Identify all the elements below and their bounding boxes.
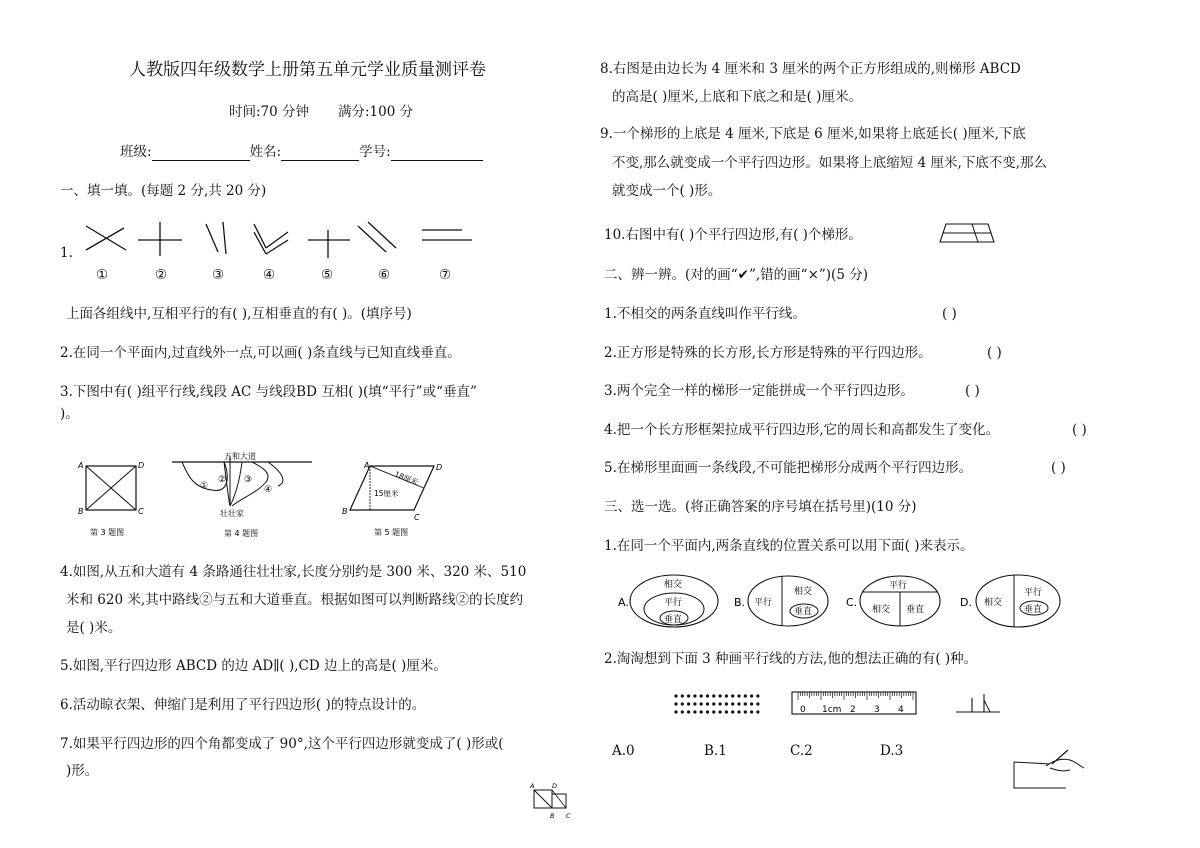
fig4-route-2: ②	[218, 475, 227, 485]
judge-3-answer[interactable]: ( )	[965, 383, 980, 399]
opt-d-right-top: 平行	[1024, 588, 1043, 598]
opt-d-left: 相交	[984, 598, 1003, 608]
ruler-label-3: 3	[874, 705, 880, 715]
name-label: 姓名:	[249, 144, 282, 160]
triangle-method	[954, 690, 1004, 718]
opt-c-left: 相交	[872, 605, 891, 615]
exam-time: 时间:70 分钟	[229, 104, 310, 120]
section3-heading: 三、选一选。(将正确答案的序号填在括号里)(10 分)	[604, 499, 917, 515]
q4-text-line1: 4.如图,从五和大道有 4 条路通往壮壮家,长度分别约是 300 米、320 米、510	[60, 564, 527, 580]
fig5-caption: 第 5 题图	[374, 528, 409, 537]
opt-d-right-bottom: 垂直	[1024, 605, 1043, 615]
page-title: 人教版四年级数学上册第五单元学业质量测评卷	[129, 60, 486, 80]
q4-text-line3: 是( )米。	[66, 620, 122, 636]
figure-10	[938, 220, 998, 248]
opt-b-right-top: 相交	[794, 587, 813, 597]
figure-5	[336, 456, 456, 541]
fig8-label-c: C	[566, 812, 571, 820]
fig3-caption: 第 3 题图	[90, 528, 125, 537]
class-label: 班级:	[120, 144, 152, 160]
mark-2: ②	[155, 267, 168, 283]
fig4-road-label: 五和大道	[224, 452, 256, 461]
fig3-label-a: A	[78, 461, 84, 470]
fig4-route-1: ①	[200, 481, 209, 491]
opt-a-inner: 垂直	[664, 615, 683, 625]
q8-text-line2: 的高是( )厘米,上底和下底之和是( )厘米。	[612, 89, 862, 105]
fig5-label-a: A	[364, 461, 370, 470]
fig3-label-d: D	[138, 461, 145, 470]
hand-drawing-icon	[1010, 744, 1090, 792]
q3-text-line2: )。	[60, 406, 79, 422]
opt-b-right-bottom: 垂直	[794, 607, 813, 617]
ruler-label-1cm: 1cm	[822, 705, 842, 715]
dot-grid-method	[672, 690, 764, 720]
fig5-length-18: 18厘米	[393, 469, 420, 488]
figure-8	[526, 780, 582, 828]
ruler-label-2: 2	[850, 705, 856, 715]
q4-text-line2: 米和 620 米,其中路线②与五和大道垂直。根据如图可以判断路线②的长度约	[66, 592, 524, 608]
judge-1-text: 1.不相交的两条直线叫作平行线。	[604, 306, 806, 322]
choice-q2-text: 2.淘淘想到下面 3 种画平行线的方法,他的想法正确的有( )种。	[604, 651, 978, 667]
judge-5-answer[interactable]: ( )	[1051, 460, 1066, 476]
mark-5: ⑤	[321, 267, 334, 283]
ruler-method	[790, 690, 920, 720]
fig4-route-3: ③	[244, 475, 253, 485]
exam-score: 满分:100 分	[338, 104, 414, 120]
section2-heading: 二、辨一辨。(对的画“✔”,错的画“×”)(5 分)	[604, 267, 868, 283]
opt-c-top: 平行	[889, 581, 908, 591]
mark-4: ④	[263, 267, 276, 283]
id-label: 学号:	[359, 144, 391, 160]
opt-b-left: 平行	[754, 598, 773, 608]
class-field[interactable]	[152, 146, 250, 161]
choice-q1-text: 1.在同一个平面内,两条直线的位置关系可以用下面( )来表示。	[604, 538, 974, 554]
q10-text: 10.右图中有( )个平行四边形,有( )个梯形。	[604, 227, 862, 243]
opt-a-outer: 相交	[664, 580, 683, 590]
fig8-label-d: D	[552, 782, 558, 790]
section1-heading: 一、填一填。(每题 2 分,共 20 分)	[60, 183, 267, 199]
q7-text-line2: )形。	[66, 763, 99, 779]
name-field[interactable]	[281, 146, 359, 161]
mark-6: ⑥	[378, 267, 391, 283]
fig5-length-15: 15厘米	[374, 489, 399, 498]
q8-text-line1: 8.右图是由边长为 4 厘米和 3 厘米的两个正方形组成的,则梯形 ABCD	[600, 61, 1021, 77]
choice-c[interactable]: C.2	[790, 743, 813, 759]
fig5-label-b: B	[342, 507, 348, 516]
q6-text: 6.活动晾衣架、伸缩门是利用了平行四边形( )的特点设计的。	[60, 697, 426, 713]
q9-text-line3: 就变成一个( )形。	[612, 183, 722, 199]
ruler-label-0: 0	[800, 705, 806, 715]
fig8-label-b: B	[550, 812, 555, 820]
mark-3: ③	[212, 267, 225, 283]
fig3-label-c: C	[138, 507, 144, 516]
q1-text: 上面各组线中,互相平行的有( ),互相垂直的有( )。(填序号)	[66, 306, 412, 322]
figure-3	[72, 456, 162, 541]
opt-d-label: D.	[960, 596, 972, 609]
q7-text-line1: 7.如果平行四边形的四个角都变成了 90°,这个平行四边形就变成了( )形或(	[60, 736, 504, 752]
judge-3-text: 3.两个完全一样的梯形一定能拼成一个平行四边形。	[604, 383, 914, 399]
mark-1: ①	[96, 267, 109, 283]
fig5-label-c: C	[414, 513, 420, 522]
q9-text-line1: 9.一个梯形的上底是 4 厘米,下底是 6 厘米,如果将上底延长( )厘米,下底	[600, 126, 1026, 142]
figure-4	[172, 448, 322, 543]
judge-4-answer[interactable]: ( )	[1072, 422, 1087, 438]
fig4-home-label: 壮壮家	[220, 509, 244, 518]
fig4-route-4: ④	[264, 485, 273, 495]
fig3-label-b: B	[78, 507, 84, 516]
mark-7: ⑦	[439, 267, 452, 283]
judge-4-text: 4.把一个长方形框架拉成平行四边形,它的周长和高都发生了变化。	[604, 422, 1000, 438]
judge-2-text: 2.正方形是特殊的长方形,长方形是特殊的平行四边形。	[604, 345, 932, 361]
opt-b-label: B.	[734, 596, 746, 609]
fig5-label-d: D	[436, 463, 443, 472]
opt-a-label: A.	[618, 596, 629, 609]
ruler-label-4: 4	[898, 705, 904, 715]
judge-2-answer[interactable]: ( )	[987, 345, 1002, 361]
choice-a[interactable]: A.0	[612, 743, 635, 759]
set-diagrams	[614, 574, 1094, 632]
q1-number: 1.	[60, 245, 73, 261]
q5-text: 5.如图,平行四边形 ABCD 的边 AD∥( ),CD 边上的高是( )厘米。	[60, 658, 447, 674]
judge-1-answer[interactable]: ( )	[942, 306, 957, 322]
choice-b[interactable]: B.1	[704, 743, 727, 759]
choice-d[interactable]: D.3	[880, 743, 904, 759]
line-pairs-figure	[80, 218, 480, 268]
opt-c-right: 垂直	[906, 605, 925, 615]
q9-text-line2: 不变,那么就变成一个平行四边形。如果将上底缩短 4 厘米,下底不变,那么	[612, 155, 1048, 171]
q2-text: 2.在同一个平面内,过直线外一点,可以画( )条直线与已知直线垂直。	[60, 345, 461, 361]
judge-5-text: 5.在梯形里面画一条线段,不可能把梯形分成两个平行四边形。	[604, 460, 973, 476]
q3-text-line1: 3.下图中有( )组平行线,线段 AC 与线段BD 互相( )(填“平行”或“垂直”	[60, 384, 477, 400]
fig4-caption: 第 4 题图	[224, 529, 259, 538]
opt-c-label: C.	[846, 596, 858, 609]
id-field[interactable]	[391, 146, 483, 161]
fig8-label-a: A	[530, 782, 535, 790]
student-info-row	[120, 143, 483, 161]
opt-a-mid: 平行	[664, 598, 683, 608]
